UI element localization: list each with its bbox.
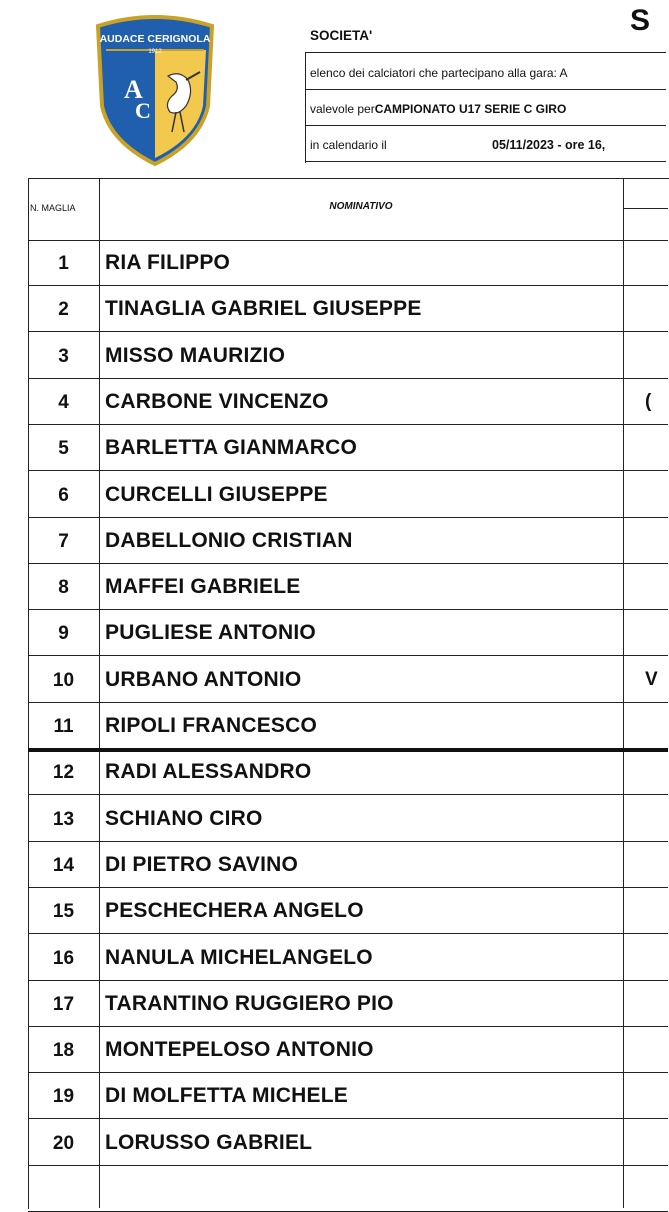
table-row	[28, 1166, 668, 1212]
table-row	[28, 935, 668, 981]
shirt-number: 13	[52, 808, 75, 830]
table-row	[28, 1027, 668, 1073]
shirt-number: 5	[58, 438, 69, 460]
player-name: BARLETTA GIANMARCO	[105, 436, 358, 460]
table-row	[28, 286, 668, 332]
table-row	[28, 657, 668, 703]
header-divider	[624, 208, 668, 209]
player-name: MAFFEI GABRIELE	[105, 575, 301, 599]
table-row	[28, 610, 668, 656]
shirt-number: 6	[58, 484, 69, 506]
player-name: RIA FILIPPO	[105, 251, 231, 274]
header-info-box	[305, 52, 666, 163]
header-line-match	[306, 57, 666, 90]
shirt-number: 18	[52, 1040, 75, 1062]
shirt-number: 9	[58, 623, 69, 645]
table-row	[28, 703, 668, 752]
logo-text: AUDACE CERIGNOLA	[99, 33, 211, 45]
player-name: TARANTINO RUGGIERO PIO	[105, 991, 394, 1015]
table-row	[28, 796, 668, 842]
player-name: MONTEPELOSO ANTONIO	[105, 1038, 374, 1062]
shirt-number: 12	[52, 762, 75, 784]
player-name: DI MOLFETTA MICHELE	[105, 1084, 348, 1108]
shirt-number: 11	[53, 716, 74, 737]
shirt-number: 19	[52, 1086, 75, 1108]
table-row	[28, 425, 668, 471]
match-date: 05/11/2023 - ore 16,	[492, 138, 606, 152]
table-row	[28, 842, 668, 888]
logo-year: 1912	[148, 49, 162, 55]
club-logo	[88, 14, 222, 166]
table-row	[28, 333, 668, 379]
shirt-number: 1	[58, 253, 69, 274]
shirt-number: 14	[52, 854, 75, 876]
player-name: LORUSSO GABRIEL	[105, 1130, 313, 1154]
player-name: NANULA MICHELANGELO	[105, 945, 373, 969]
header-big-letter: S	[630, 4, 651, 37]
table-row	[28, 888, 668, 934]
match-list-text: elenco dei calciatori che partecipano alla gara: A	[310, 66, 568, 80]
shirt-number: 15	[52, 901, 75, 923]
championship-name: CAMPIONATO U17 SERIE C GIRO	[374, 102, 567, 116]
table-row	[28, 240, 668, 286]
table-row	[28, 749, 668, 795]
societa-label: SOCIETA'	[310, 28, 373, 43]
header-line-championship	[306, 93, 666, 126]
shirt-number: 8	[58, 577, 69, 599]
column-header-number: N. MAGLIA	[30, 203, 76, 213]
shirt-number: 17	[52, 993, 75, 1015]
table-header-row	[28, 178, 668, 241]
valid-for-text: valevole per	[310, 102, 375, 116]
column-header-name: NOMINATIVO	[329, 201, 393, 212]
cut-off-cell-text: (	[645, 390, 652, 412]
player-name: PUGLIESE ANTONIO	[105, 621, 316, 645]
table-row	[28, 1073, 668, 1119]
table-row	[28, 564, 668, 610]
player-name: CURCELLI GIUSEPPE	[105, 482, 328, 506]
table-row	[28, 472, 668, 518]
table-row	[28, 379, 668, 425]
shirt-number: 4	[58, 391, 69, 413]
player-name: URBANO ANTONIO	[105, 667, 302, 691]
shirt-number: 10	[52, 669, 75, 691]
logo-letter-c: C	[135, 98, 151, 123]
player-name: DI PIETRO SAVINO	[105, 852, 298, 876]
player-name: RIPOLI FRANCESCO	[105, 714, 318, 737]
cut-off-cell-text: V	[645, 668, 658, 690]
shirt-number: 3	[58, 345, 69, 367]
table-row	[28, 1120, 668, 1166]
shirt-number: 16	[52, 947, 75, 969]
shirt-number: 20	[52, 1132, 75, 1154]
calendar-label: in calendario il	[310, 138, 387, 152]
header-line-date	[306, 129, 666, 162]
player-name: RADI ALESSANDRO	[105, 760, 312, 784]
player-name: SCHIANO CIRO	[105, 806, 263, 830]
player-name: CARBONE VINCENZO	[105, 389, 329, 413]
logo-letter-a: A	[124, 75, 143, 104]
shirt-number: 2	[58, 299, 69, 321]
player-name: DABELLONIO CRISTIAN	[105, 528, 353, 552]
player-name: TINAGLIA GABRIEL GIUSEPPE	[105, 297, 422, 321]
table-row	[28, 981, 668, 1027]
player-name: PESCHECHERA ANGELO	[105, 899, 364, 923]
shirt-number: 7	[58, 530, 69, 552]
table-row	[28, 518, 668, 564]
player-name: MISSO MAURIZIO	[105, 343, 286, 367]
